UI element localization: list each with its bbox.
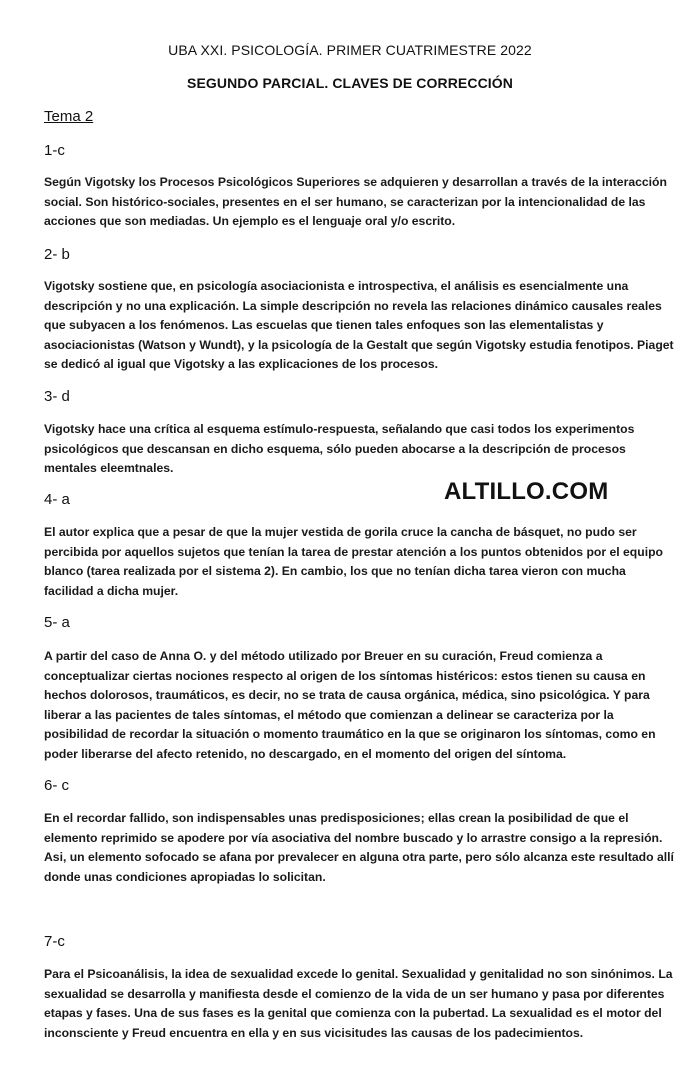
question-4-answer: El autor explica que a pesar de que la mujer vestida de gorila cruce la cancha de básquet, no pudo ser percibida por aquellos sujetos que tenían la tarea de prestar atención a los puntos obtenidos por el equipo blanco (tarea realizada por el sistema 2). En cambio, los que no tenían dicha tarea vieron con mucha facilidad a dicha mujer.	[44, 525, 663, 598]
question-5-answer: A partir del caso de Anna O. y del método utilizado por Breuer en su curación, Freud comienza a conceptualizar ciertas nociones respecto al origen de los síntomas histéricos: estos tienen su causa en hechos dolorosos, traumáticos, es decir, no se trata de causa orgánica, médica, sino psicológica. Y para liberar a las pacientes de tales síntomas, el método que comienzan a delinear se caracteriza por la posibilidad de recordar la situación o momento traumático en la que se originaron los síntomas, como en poder liberarse del afecto retenido, no descargado, en el momento del origen del síntoma.	[44, 649, 656, 761]
tema-heading: Tema 2	[44, 108, 94, 125]
question-6-answer: En el recordar fallido, son indispensables unas predisposiciones; ellas crean la posibilidad de que el elemento reprimido se apodere por vía asociativa del nombre buscado y lo arrastre consigo a la represión. Asi, un elemento sofocado se afana por prevalecer en alguna otra parte, pero sólo alcanza este resultado allí donde unas condiciones apropiadas lo solicitan.	[44, 811, 674, 884]
question-3-answer: Vigotsky hace una crítica al esquema estímulo-respuesta, señalando que casi todos los experimentos psicológicos que descansan en dicho esquema, sólo pueden abocarse a la descripción de procesos mentales eleemtnales.	[44, 422, 635, 476]
document-header-title: UBA XXI. PSICOLOGÍA. PRIMER CUATRIMESTRE 2022	[168, 42, 532, 58]
question-6-label: 6- c	[44, 777, 70, 794]
question-2-label: 2- b	[44, 246, 70, 263]
document-subtitle: SEGUNDO PARCIAL. CLAVES DE CORRECCIÓN	[187, 75, 513, 91]
question-3-label: 3- d	[44, 388, 70, 405]
question-5-label: 5- a	[44, 614, 70, 631]
question-7-answer: Para el Psicoanálisis, la idea de sexualidad excede lo genital. Sexualidad y genitalidad no son sinónimos. La sexualidad se desarrolla y manifiesta desde el comienzo de la vida de un ser humano y pasa por diferentes etapas y fases. Una de sus fases es la genital que comienza con la pubertad. La sexualidad es el motor del inconsciente y Freud encuentra en ella y en sus vicisitudes las causas de los padecimientos.	[44, 967, 673, 1040]
question-4-label: 4- a	[44, 491, 70, 508]
altillo-watermark: ALTILLO.COM	[444, 478, 609, 505]
question-7-label: 7-c	[44, 933, 65, 950]
question-1-label: 1-c	[44, 142, 65, 159]
question-1-answer: Según Vigotsky los Procesos Psicológicos Superiores se adquieren y desarrollan a través de la interacción social. Son histórico-sociales, presentes en el ser humano, se caracterizan por la intencionalidad de las acciones que son mediadas. Un ejemplo es el lenguaje oral y/o escrito.	[44, 175, 667, 229]
question-2-answer: Vigotsky sostiene que, en psicología asociacionista e introspectiva, el análisis es esencialmente una descripción y no una explicación. La simple descripción no revela las relaciones dinámico causales reales que subyacen a los fenómenos. Las escuelas que tienen tales enfoques son las elementalistas y asociacionistas (Watson y Wundt), y la psicología de la Gestalt que según Vigotsky estudia fenotipos. Piaget se dedicó al igual que Vigotsky a las explicaciones de los procesos.	[44, 279, 674, 372]
